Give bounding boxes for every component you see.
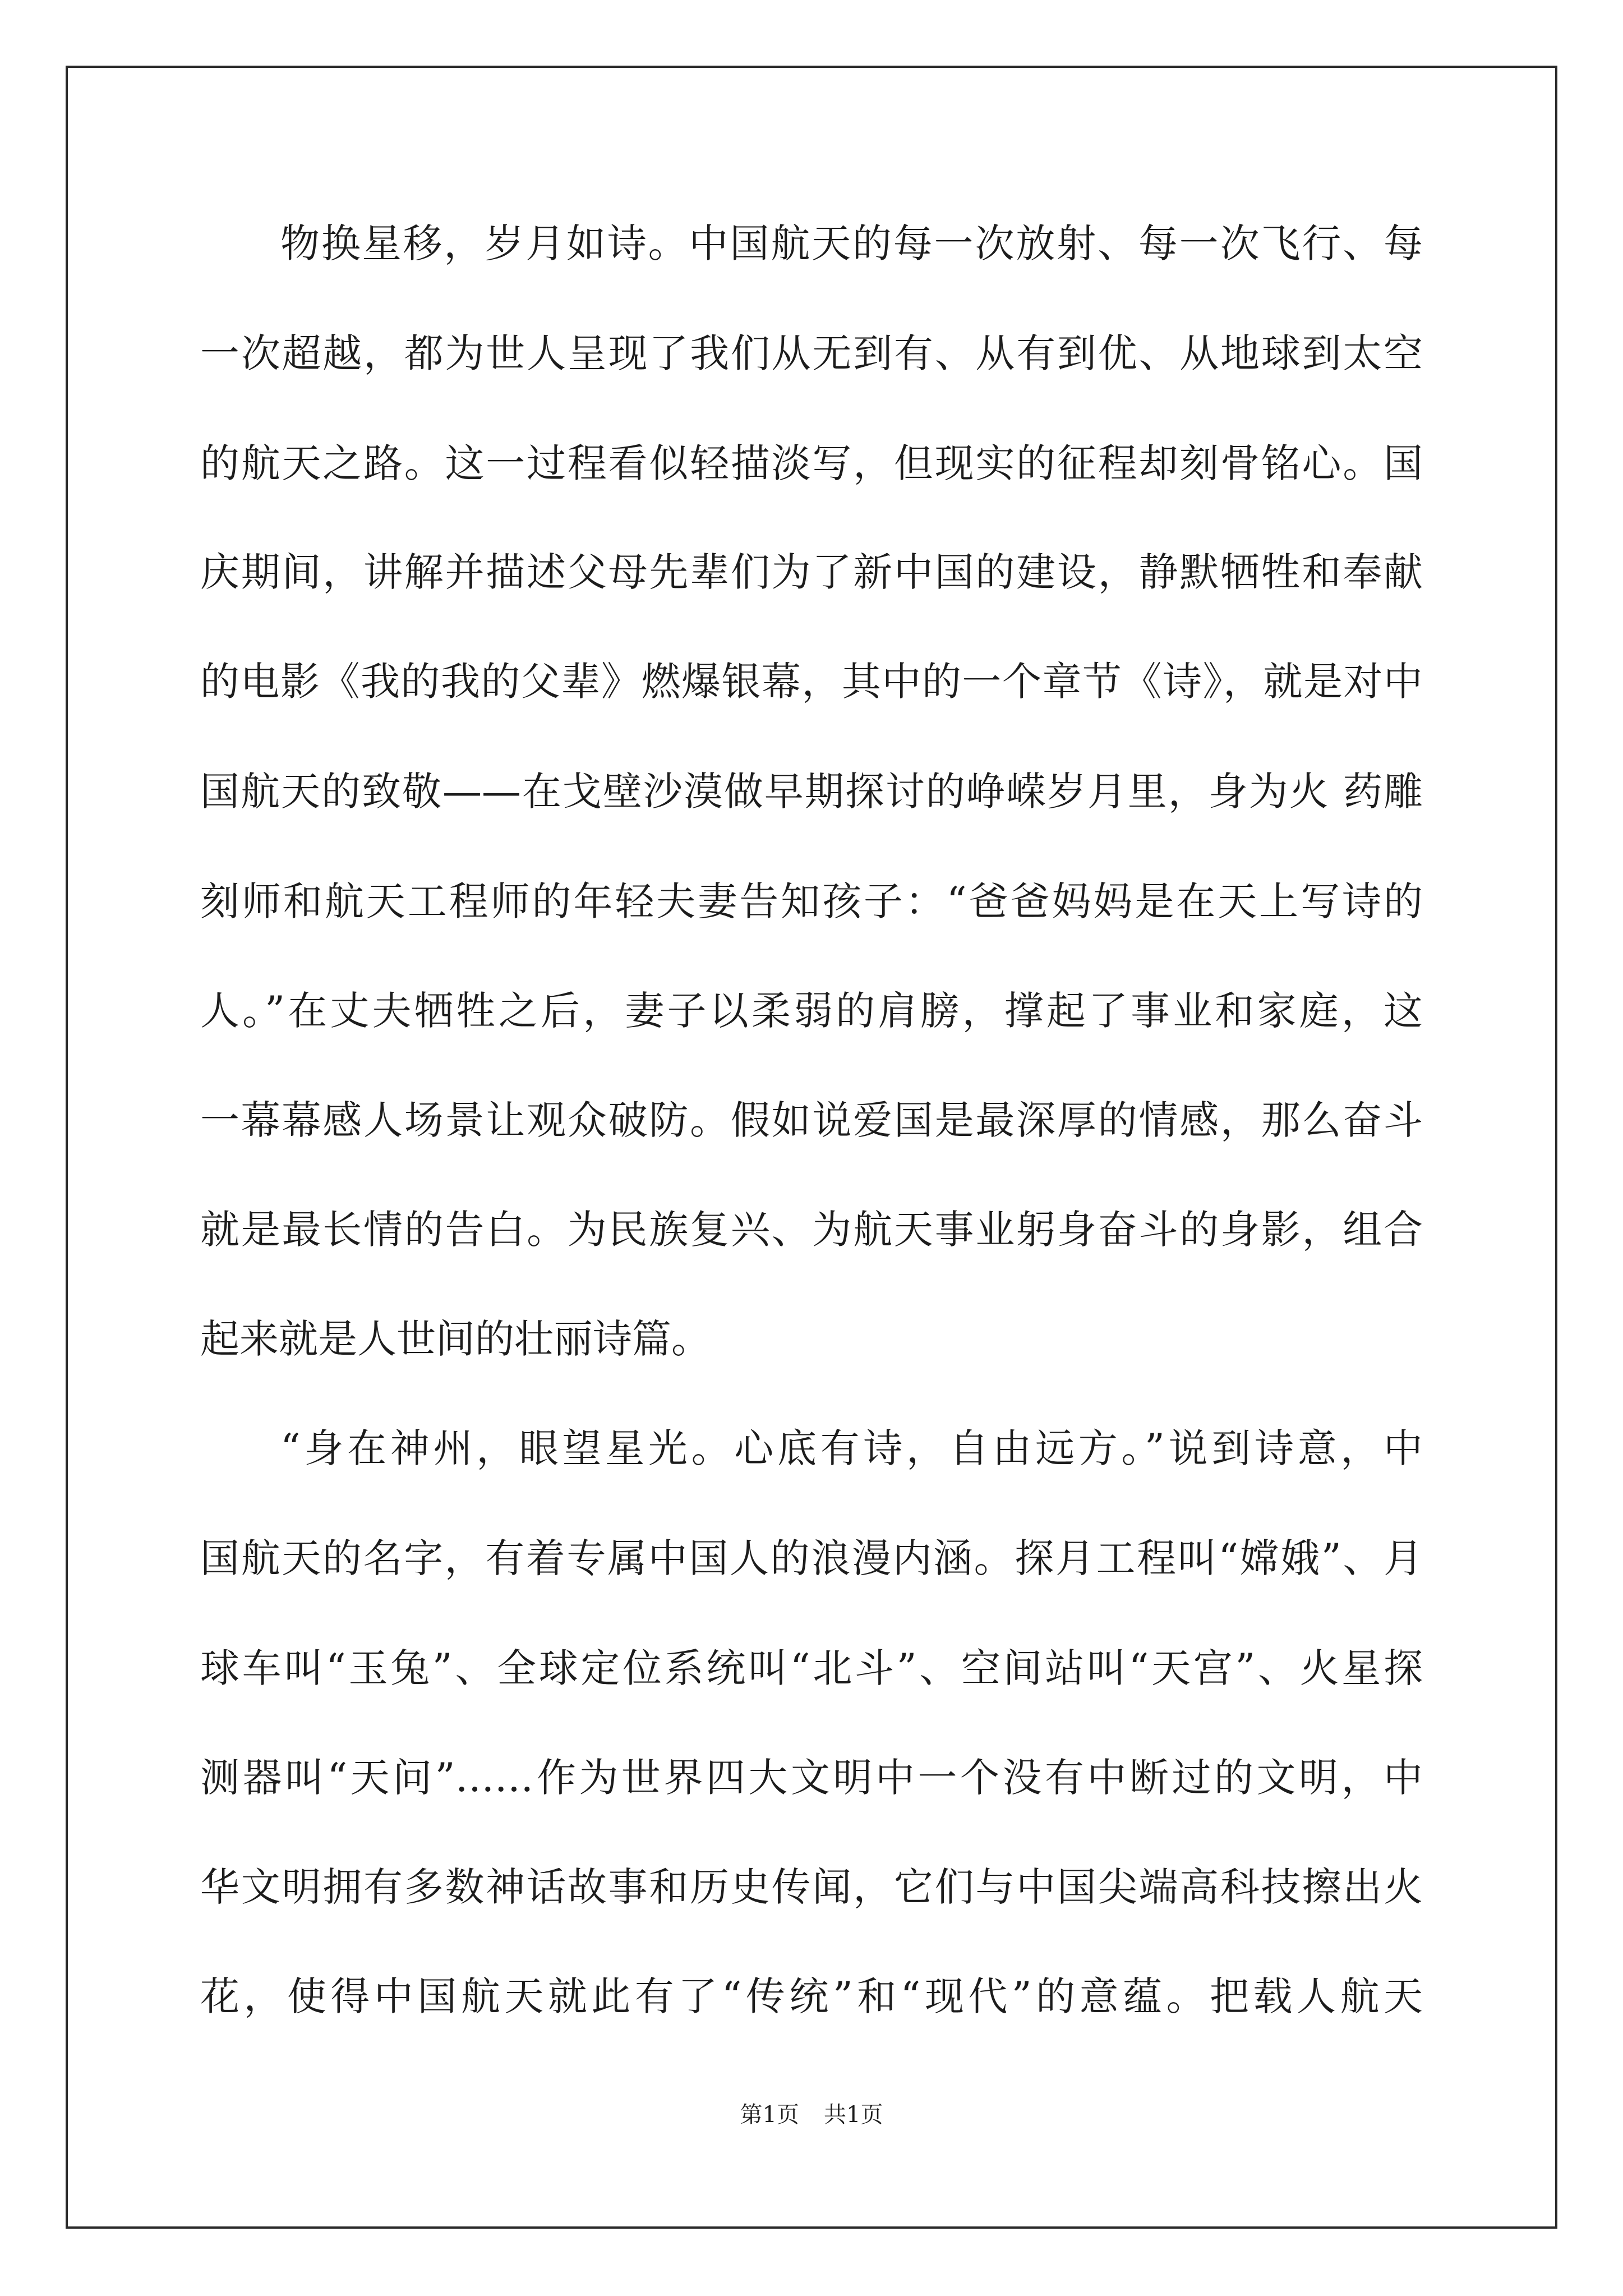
paragraph-1-line-2: 一次超越，都为世人呈现了我们从无到有、从有到优、从地球到太空	[200, 330, 1423, 376]
paragraph-1-line-7: 刻师和航天工程师的年轻夫妻告知孩子：“爸爸妈妈是在天上写诗的	[200, 878, 1423, 924]
paragraph-1-line-9: 一幕幕感人场景让观众破防。假如说爱国是最深厚的情感，那么奋斗	[200, 1097, 1423, 1143]
paragraph-1-line-1: 物换星移，岁月如诗。中国航天的每一次放射、每一次飞行、每	[280, 220, 1423, 266]
paragraph-1-line-11: 起来就是人世间的壮丽诗篇。	[200, 1316, 711, 1362]
paragraph-1-line-6: 国航天的致敬——在戈壁沙漠做早期探讨的峥嵘岁月里，身为火 药雕	[200, 769, 1423, 815]
paragraph-2-line-4: 测器叫“天问”……作为世界四大文明中一个没有中断过的文明，中	[200, 1755, 1423, 1801]
page-footer	[0, 2098, 1623, 2132]
paragraph-2-line-1: “身在神州，眼望星光。心底有诗，自由远方。”说到诗意，中	[280, 1425, 1423, 1471]
page-number-total: 共1页	[824, 2102, 883, 2128]
paragraph-1-line-8: 人。”在丈夫牺牲之后，妻子以柔弱的肩膀，撑起了事业和家庭，这	[200, 988, 1423, 1034]
paragraph-1-line-10: 就是最长情的告白。为民族复兴、为航天事业躬身奋斗的身影，组合	[200, 1207, 1423, 1253]
paragraph-1-line-5: 的电影《我的我的父辈》燃爆银幕，其中的一个章节《诗》，就是对中	[200, 659, 1423, 705]
paragraph-1-line-4: 庆期间，讲解并描述父母先辈们为了新中国的建设，静默牺牲和奉献	[200, 549, 1423, 595]
paragraph-1-line-3: 的航天之路。这一过程看似轻描淡写，但现实的征程却刻骨铭心。国	[200, 440, 1423, 486]
paragraph-2-line-5: 华文明拥有多数神话故事和历史传闻，它们与中国尖端高科技擦出火	[200, 1864, 1423, 1910]
paragraph-2-line-2: 国航天的名字，有着专属中国人的浪漫内涵。探月工程叫“嫦娥”、月	[200, 1535, 1423, 1581]
paragraph-2-line-6: 花，使得中国航天就此有了“传统”和“现代”的意蕴。把载人航天	[200, 1973, 1423, 2019]
page-number-current: 第1页	[740, 2102, 799, 2128]
paragraph-2-line-3: 球车叫“玉兔”、全球定位系统叫“北斗”、空间站叫“天宫”、火星探	[200, 1645, 1423, 1691]
